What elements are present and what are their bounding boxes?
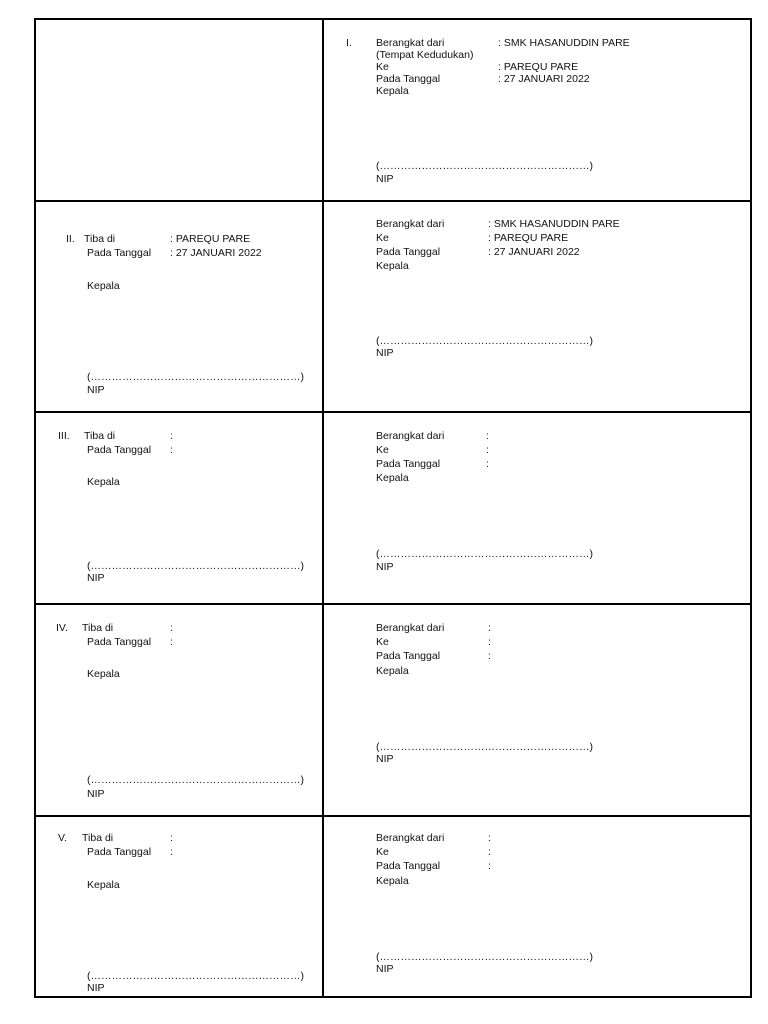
ke-label: Ke: [376, 232, 389, 244]
row5-right-cell: [324, 817, 750, 996]
pada-tanggal-label: Pada Tanggal: [376, 860, 441, 872]
ke-value: : PAREQU PARE: [488, 232, 569, 244]
nip-label: NIP: [87, 384, 105, 396]
row1-left-cell-empty: [36, 20, 322, 200]
tiba-di-colon: :: [170, 832, 173, 844]
signature-line: (……………………………………………………): [376, 548, 593, 560]
ke-label: Ke: [376, 846, 389, 858]
berangkat-dari-label: Berangkat dari: [376, 218, 445, 230]
kepala-label: Kepala: [376, 665, 409, 677]
tiba-di-colon: :: [170, 622, 173, 634]
row2-right-cell: [324, 202, 750, 411]
ke-colon: :: [488, 846, 491, 858]
pada-tanggal-colon: :: [170, 636, 173, 648]
ke-label: Ke: [376, 636, 389, 648]
pada-tanggal-value: : 27 JANUARI 2022: [170, 247, 262, 259]
ke-colon: :: [488, 636, 491, 648]
ke-value: : PAREQU PARE: [498, 61, 579, 73]
kepala-label: Kepala: [376, 85, 409, 97]
signature-line: (……………………………………………………): [87, 560, 304, 572]
section-numeral: II.: [66, 233, 75, 245]
row1-right-cell: [324, 20, 750, 200]
pada-tanggal-label: Pada Tanggal: [376, 650, 441, 662]
pada-tanggal-label: Pada Tanggal: [87, 444, 152, 456]
nip-label: NIP: [376, 963, 394, 975]
pada-tanggal-colon: :: [170, 444, 173, 456]
pada-tanggal-colon: :: [170, 846, 173, 858]
pada-tanggal-colon: :: [488, 860, 491, 872]
nip-label: NIP: [376, 753, 394, 765]
row5-left-cell: [36, 817, 322, 996]
section-numeral: I.: [346, 37, 352, 49]
berangkat-dari-label: Berangkat dari: [376, 622, 445, 634]
signature-line: (……………………………………………………): [376, 160, 593, 172]
tiba-di-label: Tiba di: [82, 622, 114, 634]
berangkat-dari-colon: :: [488, 622, 491, 634]
section-numeral: III.: [58, 430, 70, 442]
ke-colon: :: [486, 444, 489, 456]
kepala-label: Kepala: [87, 879, 120, 891]
berangkat-dari-label: Berangkat dari: [376, 832, 445, 844]
signature-line: (……………………………………………………): [376, 741, 593, 753]
ke-label: Ke: [376, 444, 389, 456]
tiba-di-label: Tiba di: [84, 430, 116, 442]
nip-label: NIP: [376, 347, 394, 359]
berangkat-dari-colon: :: [488, 832, 491, 844]
nip-label: NIP: [87, 788, 105, 800]
section-numeral: V.: [58, 832, 67, 844]
nip-label: NIP: [87, 982, 105, 994]
kepala-label: Kepala: [87, 476, 120, 488]
nip-label: NIP: [87, 572, 105, 584]
row3-left-cell: [36, 413, 322, 603]
section-numeral: IV.: [56, 622, 68, 634]
kepala-label: Kepala: [87, 668, 120, 680]
row4-left-cell: [36, 605, 322, 815]
pada-tanggal-value: : 27 JANUARI 2022: [488, 246, 580, 258]
kepala-label: Kepala: [87, 280, 120, 292]
berangkat-dari-label: Berangkat dari: [376, 430, 445, 442]
pada-tanggal-label: Pada Tanggal: [87, 636, 152, 648]
signature-line: (……………………………………………………): [87, 774, 304, 786]
pada-tanggal-colon: :: [488, 650, 491, 662]
pada-tanggal-label: Pada Tanggal: [376, 73, 441, 85]
nip-label: NIP: [376, 173, 394, 185]
signature-line: (……………………………………………………): [376, 335, 593, 347]
pada-tanggal-label: Pada Tanggal: [87, 247, 152, 259]
berangkat-dari-value: : SMK HASANUDDIN PARE: [498, 37, 630, 49]
tempat-kedudukan-label: (Tempat Kedudukan): [376, 49, 474, 61]
kepala-label: Kepala: [376, 472, 409, 484]
berangkat-dari-value: : SMK HASANUDDIN PARE: [488, 218, 620, 230]
tiba-di-label: Tiba di: [82, 832, 114, 844]
signature-line: (……………………………………………………): [87, 371, 304, 383]
nip-label: NIP: [376, 561, 394, 573]
tiba-di-colon: :: [170, 430, 173, 442]
pada-tanggal-label: Pada Tanggal: [87, 846, 152, 858]
kepala-label: Kepala: [376, 875, 409, 887]
pada-tanggal-label: Pada Tanggal: [376, 246, 441, 258]
tiba-di-label: Tiba di: [84, 233, 116, 245]
pada-tanggal-label: Pada Tanggal: [376, 458, 441, 470]
signature-line: (……………………………………………………): [376, 951, 593, 963]
pada-tanggal-colon: :: [486, 458, 489, 470]
row3-right-cell: [324, 413, 750, 603]
row2-left-cell: [36, 202, 322, 411]
kepala-label: Kepala: [376, 260, 409, 272]
pada-tanggal-value: : 27 JANUARI 2022: [498, 73, 590, 85]
signature-line: (……………………………………………………): [87, 970, 304, 982]
row4-right-cell: [324, 605, 750, 815]
berangkat-dari-colon: :: [486, 430, 489, 442]
tiba-di-value: : PAREQU PARE: [170, 233, 251, 245]
berangkat-dari-label: Berangkat dari: [376, 37, 445, 49]
ke-label: Ke: [376, 61, 389, 73]
